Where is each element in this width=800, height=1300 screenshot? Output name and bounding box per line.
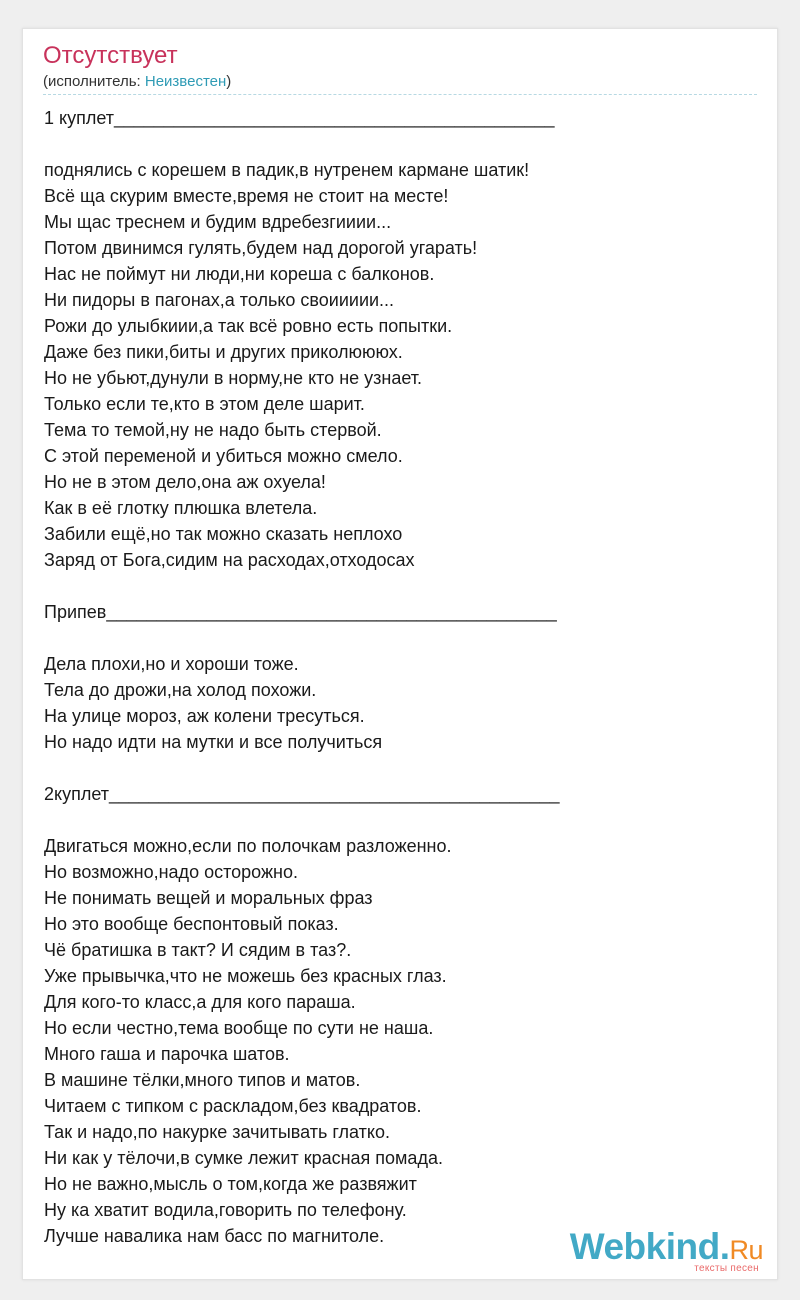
artist-link[interactable]: Неизвестен — [144, 73, 227, 90]
lyric-line: Припев_____________________________________________ — [44, 602, 557, 622]
lyric-line: Уже прывычка,что не можешь без красных глаз. — [44, 966, 447, 986]
lyric-line: Много гаша и парочка шатов. — [44, 1044, 290, 1064]
lyric-line: Чё братишка в такт? И сядим в таз?. — [44, 940, 352, 960]
lyric-line: Не понимать вещей и моральных фраз — [44, 888, 373, 908]
lyric-line: Только если те,кто в этом деле шарит. — [44, 394, 365, 414]
lyric-line: Как в её глотку плюшка влетела. — [44, 498, 318, 518]
lyric-line: Двигаться можно,если по полочкам разложенно. — [44, 836, 452, 856]
lyric-line: Но не в этом дело,она аж охуела! — [44, 472, 326, 492]
lyric-line: Но возможно,надо осторожно. — [44, 862, 298, 882]
song-title: Отсутствует — [43, 42, 178, 69]
logo-dot: . — [719, 1226, 730, 1267]
lyrics-card — [22, 28, 778, 1280]
lyric-line — [44, 807, 764, 833]
logo-tld: Ru — [729, 1235, 763, 1265]
lyric-line: Забили ещё,но так можно сказать неплохо — [44, 524, 403, 544]
lyric-line — [44, 755, 764, 781]
artist-meta — [43, 73, 231, 90]
lyric-line — [44, 573, 764, 599]
lyric-line: Лучше навалика нам басс по магнитоле. — [44, 1226, 385, 1246]
lyric-line: Для кого-то класс,а для кого параша. — [44, 992, 356, 1012]
lyric-line: Мы щас треснем и будим вдребезгииии... — [44, 212, 392, 232]
artist-prefix: (исполнитель: — [43, 73, 145, 90]
lyric-line: Тела до дрожи,на холод похожи. — [44, 680, 317, 700]
lyrics-text — [44, 105, 764, 1249]
lyric-line: Потом двинимся гулять,будем над дорогой угарать! — [44, 238, 478, 258]
lyric-line: Ни как у тёлочи,в сумке лежит красная помада. — [44, 1148, 443, 1168]
lyric-line: В машине тёлки,много типов и матов. — [44, 1070, 361, 1090]
lyric-line: Но не убьют,дунули в норму,не кто не узнает. — [44, 368, 423, 388]
lyric-line: Даже без пики,биты и других приколюююх. — [44, 342, 403, 362]
site-logo[interactable] — [570, 1228, 763, 1274]
lyric-line: поднялись с корешем в падик,в нутренем кармане шатик! — [44, 160, 530, 180]
lyric-line: Тема то темой,ну не надо быть стервой. — [44, 420, 382, 440]
lyric-line: Но это вообще беспонтовый показ. — [44, 914, 339, 934]
lyric-line: Всё ща скурим вместе,время не стоит на месте! — [44, 186, 449, 206]
lyric-line: Но не важно,мысль о том,когда же развяжит — [44, 1174, 417, 1194]
lyric-line: Так и надо,по накурке зачитывать глатко. — [44, 1122, 390, 1142]
lyric-line — [44, 625, 764, 651]
lyric-line: Рожи до улыбкиии,а так всё ровно есть попытки. — [44, 316, 453, 336]
lyric-line: 2куплет_____________________________________________ — [44, 784, 560, 804]
header-divider — [43, 94, 757, 95]
artist-suffix: ) — [226, 73, 232, 90]
lyric-line: Но надо идти на мутки и все получиться — [44, 732, 383, 752]
lyric-line: Нас не поймут ни люди,ни кореша с балконов. — [44, 264, 435, 284]
lyric-line: Читаем с типком с раскладом,без квадратов. — [44, 1096, 422, 1116]
lyric-line — [44, 131, 764, 157]
logo-tagline: тексты песен — [694, 1263, 759, 1274]
lyric-line: Ну ка хватит водила,говорить по телефону. — [44, 1200, 407, 1220]
lyric-line: На улице мороз, аж колени тресуться. — [44, 706, 365, 726]
logo-name: Webkind — [569, 1226, 720, 1267]
lyric-line: Дела плохи,но и хороши тоже. — [44, 654, 299, 674]
lyric-line: 1 куплет____________________________________________ — [44, 108, 555, 128]
lyric-line: Ни пидоры в пагонах,а только своиииии... — [44, 290, 395, 310]
lyric-line: С этой переменой и убиться можно смело. — [44, 446, 403, 466]
lyric-line: Но если честно,тема вообще по сути не наша. — [44, 1018, 434, 1038]
lyric-line: Заряд от Бога,сидим на расходах,отходосах — [44, 550, 415, 570]
